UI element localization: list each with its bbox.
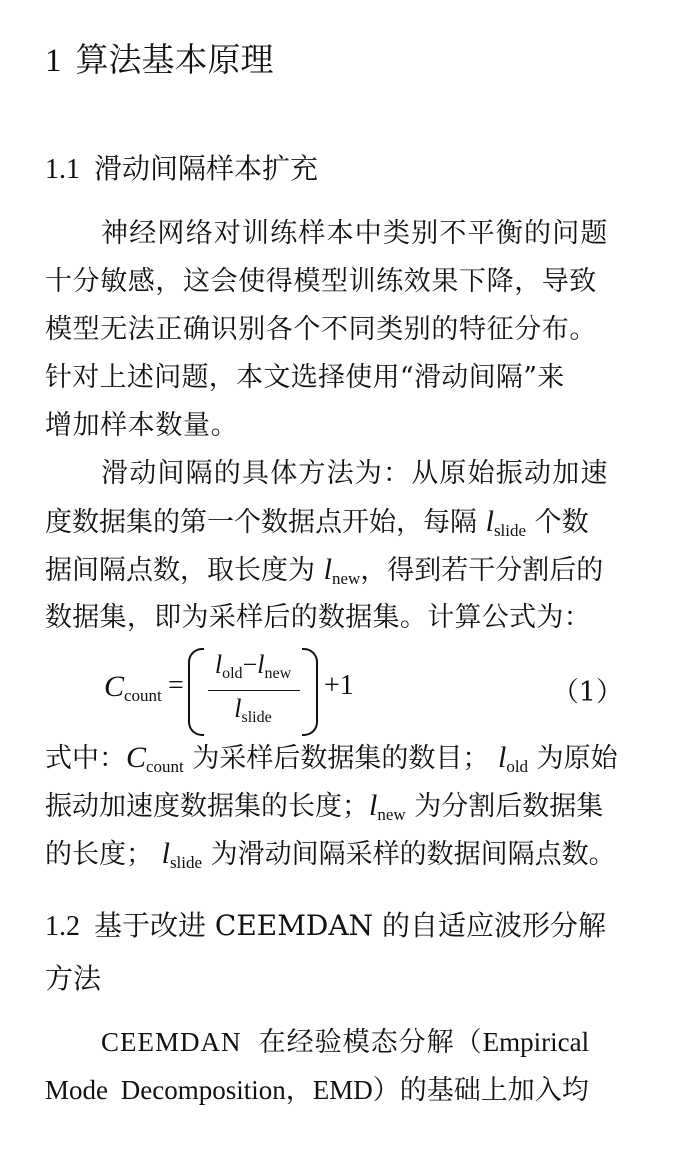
text-line: 的长度； $l_{slide}$ 为滑动间隔采样的数据间隔点数。 [45,837,616,872]
text-line: 据间隔点数，取长度为 $l_{new}$，得到若干分割后的 [45,553,604,588]
plus-one: +1 [324,670,354,701]
text-line: 神经网络对训练样本中类别不平衡的问题 [101,218,609,249]
equation-number: （1） [551,677,623,708]
section-title: 算法基本原理 [75,40,274,79]
fraction-denominator: $l_{slide}$ [234,694,272,726]
text-line: 模型无法正确识别各个不同类别的特征分布。 [45,314,597,345]
subscript-new: new [331,569,361,588]
subsection-heading-1-2 [45,900,606,1005]
subscript-slide: slide [493,521,527,540]
section-heading [45,38,274,83]
text-line: 数据集，即为采样后的数据集。计算公式为： [45,602,591,633]
text-line: 增加样本数量。 [45,410,239,441]
subsection-number: 1.2 [45,911,80,942]
text-line: 式中：$C_{count}$ 为采样后数据集的数目； $l_{old}$ 为原始 [45,741,618,776]
equation-lhs: $C_{count}$ [104,670,162,705]
equation-fraction [188,648,318,732]
text-line: Mode Decomposition，EMD）的基础上加入均 [45,1075,589,1106]
text-line: 度数据集的第一个数据点开始，每隔 $l_{slide}$ 个数 [45,505,589,540]
subsection-title-cont: 方法 [45,962,102,995]
text-line: 十分敏感，这会使得模型训练效果下降，导致 [45,266,597,297]
equals-sign: = [168,670,184,701]
text-line: 针对上述问题，本文选择使用“滑动间隔”来 [45,362,565,393]
var-l: l [485,505,494,538]
left-paren [188,648,204,736]
var-l: l [323,553,332,586]
right-paren [302,648,318,736]
fraction-bar [208,690,300,691]
text-line: 滑动间隔的具体方法为：从原始振动加速 [101,458,609,489]
equation-1 [100,648,623,732]
subsection-heading-1-1 [45,143,318,196]
subsection-number: 1.1 [45,154,80,185]
subsection-title: 基于改进 CEEMDAN 的自适应波形分解 [94,909,606,942]
section-number: 1 [45,43,62,79]
subsection-title: 滑动间隔样本扩充 [94,152,319,185]
text-line: 振动加速度数据集的长度；$l_{new}$ 为分割后数据集 [45,789,604,824]
fraction-numerator: $l_{old}-l_{new}$ [214,650,292,682]
text-line: CEEMDAN 在经验模态分解（Empirical [101,1027,590,1058]
